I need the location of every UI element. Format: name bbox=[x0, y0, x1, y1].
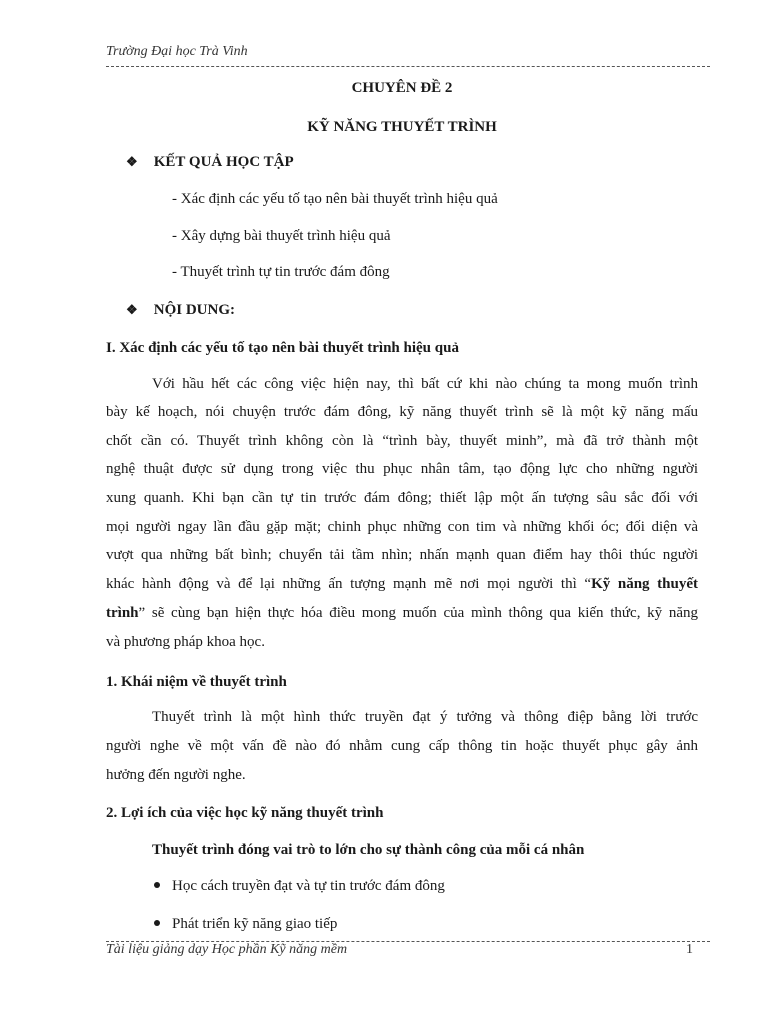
topic-title: KỸ NĂNG THUYẾT TRÌNH bbox=[307, 119, 497, 135]
paragraph-line: chốt cần có. Thuyết trình không còn là “trình bày, thuyết minh”, mà đã trở thành một bbox=[106, 433, 698, 449]
diamond-bullet-icon: ❖ bbox=[126, 154, 138, 169]
paragraph-line: người nghe về một vấn đề nào đó nhằm cung cấp thông tin hoặc thuyết phục gây ảnh bbox=[106, 738, 698, 754]
paragraph-line: hưởng đến người nghe. bbox=[106, 767, 246, 783]
outcome-item: - Xác định các yếu tố tạo nên bài thuyết trình hiệu quả bbox=[172, 191, 498, 207]
paragraph-line: và phương pháp khoa học. bbox=[106, 634, 265, 650]
outcome-item: - Thuyết trình tự tin trước đám đông bbox=[172, 264, 390, 280]
section1-heading: I. Xác định các yếu tố tạo nên bài thuyết trình hiệu quả bbox=[106, 340, 459, 356]
subsection-heading: 1. Khái niệm về thuyết trình bbox=[106, 674, 287, 690]
outcomes-heading: KẾT QUẢ HỌC TẬP bbox=[153, 154, 294, 170]
bullet-text: Học cách truyền đạt và tự tin trước đám đông bbox=[172, 878, 445, 894]
paragraph-line: vượt qua những bất bình; chuyển tải tầm nhìn; nhấn mạnh quan điểm hay thôi thúc người bbox=[106, 547, 698, 563]
paragraph-text: ” sẽ cùng bạn hiện thực hóa điều mong muốn của mình thông qua kiến thức, kỹ năng bbox=[138, 605, 698, 621]
paragraph-line bbox=[106, 605, 698, 622]
bullet-dot-icon bbox=[154, 882, 160, 888]
chapter-title: CHUYÊN ĐỀ 2 bbox=[351, 80, 453, 96]
subsection-heading: 2. Lợi ích của việc học kỹ năng thuyết trình bbox=[106, 805, 384, 821]
paragraph-line: Với hầu hết các công việc hiện nay, thì bất cứ khi nào chúng ta mong muốn trình bbox=[152, 376, 698, 392]
content-heading: NỘI DUNG: bbox=[153, 302, 235, 318]
header-rule bbox=[106, 66, 710, 67]
paragraph-line: bày kế hoạch, nói chuyện trước đám đông, kỹ năng thuyết trình sẽ là một kỹ năng mấu bbox=[106, 404, 698, 420]
outcomes-heading-row bbox=[126, 154, 294, 171]
paragraph-line bbox=[106, 576, 698, 593]
paragraph-line: Thuyết trình là một hình thức truyền đạt ý tưởng và thông điệp bằng lời trước bbox=[152, 709, 698, 725]
paragraph-line: nghệ thuật được sử dụng trong việc thu phục nhân tâm, tạo động lực cho những người bbox=[106, 461, 698, 477]
bullet-item bbox=[154, 916, 337, 933]
bullet-dot-icon bbox=[154, 920, 160, 926]
page-header: Trường Đại học Trà Vinh bbox=[106, 44, 248, 59]
page-footer: Tài liệu giảng dạy Học phần Kỹ năng mềm bbox=[106, 942, 348, 957]
bullet-item bbox=[154, 878, 445, 895]
subsection-subheading: Thuyết trình đóng vai trò to lớn cho sự thành công của mỗi cá nhân bbox=[152, 842, 585, 858]
emphasis-text: Kỹ năng thuyết bbox=[591, 576, 699, 592]
paragraph-text: khác hành động và để lại những ấn tượng mạnh mẽ nơi mọi người thì “ bbox=[106, 576, 592, 592]
content-heading-row bbox=[126, 302, 235, 319]
paragraph-line: mọi người ngay lần đầu gặp mặt; chinh phục những con tim và những khối óc; đối diện và bbox=[106, 519, 698, 535]
emphasis-text: trình bbox=[106, 605, 139, 621]
paragraph-line: xung quanh. Khi bạn cần tự tin trước đám đông; thiết lập một ấn tượng sâu sắc đối với bbox=[106, 490, 698, 506]
outcome-item: - Xây dựng bài thuyết trình hiệu quả bbox=[172, 228, 391, 244]
bullet-text: Phát triển kỹ năng giao tiếp bbox=[172, 916, 338, 932]
page-number: 1 bbox=[686, 942, 693, 957]
diamond-bullet-icon: ❖ bbox=[126, 302, 138, 317]
